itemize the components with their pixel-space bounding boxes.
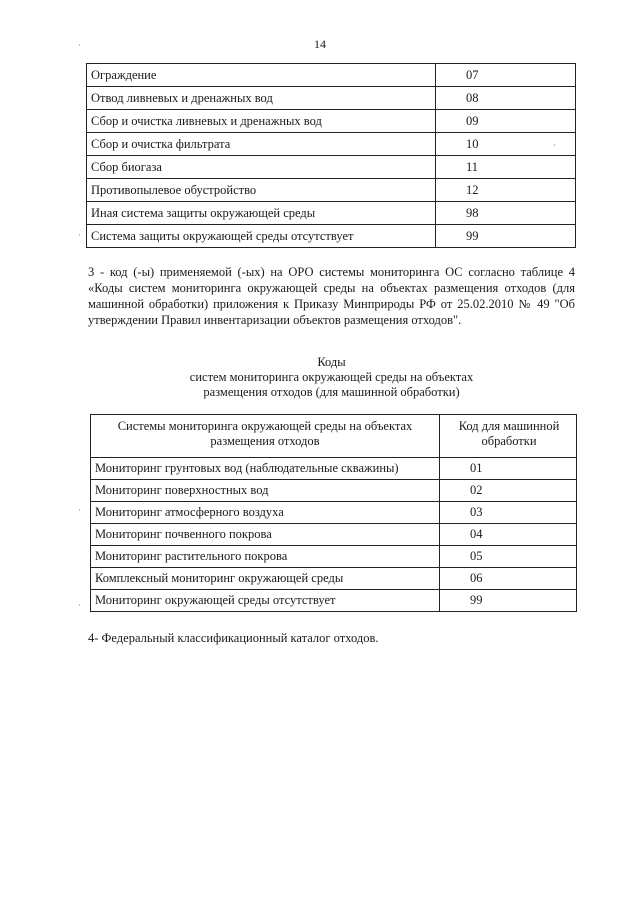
- system-name-cell: Система защиты окружающей среды отсутствует: [87, 225, 436, 248]
- code-cell: 99: [436, 225, 576, 248]
- system-name-cell: Сбор биогаза: [87, 156, 436, 179]
- code-cell: 03: [440, 502, 577, 524]
- table-row: [87, 87, 576, 110]
- monitoring-name-cell: Мониторинг растительного покрова: [91, 546, 440, 568]
- code-cell: 98: [436, 202, 576, 225]
- table-row: [87, 64, 576, 87]
- column-header-systems: Системы мониторинга окружающей среды на объектах размещения отходов: [91, 415, 440, 458]
- table-row: [91, 568, 577, 590]
- note-4-paragraph: 4- Федеральный классификационный каталог отходов.: [88, 631, 379, 645]
- system-name-cell: Иная система защиты окружающей среды: [87, 202, 436, 225]
- system-name-cell: Ограждение: [87, 64, 436, 87]
- monitoring-name-cell: Комплексный мониторинг окружающей среды: [91, 568, 440, 590]
- protection-systems-table: [86, 63, 576, 248]
- code-cell: 11: [436, 156, 576, 179]
- system-name-cell: Сбор и очистка ливневых и дренажных вод: [87, 110, 436, 133]
- page-number: 14: [314, 37, 326, 51]
- table-row: [87, 110, 576, 133]
- monitoring-name-cell: Мониторинг поверхностных вод: [91, 480, 440, 502]
- code-cell: 12: [436, 179, 576, 202]
- table-row: [87, 225, 576, 248]
- monitoring-name-cell: Мониторинг атмосферного воздуха: [91, 502, 440, 524]
- table-row: [91, 546, 577, 568]
- margin-mark: ·: [78, 505, 81, 515]
- system-name-cell: Противопылевое обустройство: [87, 179, 436, 202]
- table-title-line: размещения отходов (для машинной обработки): [203, 385, 460, 399]
- table-row: [87, 202, 576, 225]
- code-cell: 08: [436, 87, 576, 110]
- margin-mark: ·: [553, 140, 556, 150]
- table-row: [87, 156, 576, 179]
- table-title-line: Коды: [317, 355, 346, 369]
- table-row: [91, 524, 577, 546]
- code-cell: 04: [440, 524, 577, 546]
- system-name-cell: Сбор и очистка фильтрата: [87, 133, 436, 156]
- code-cell: 06: [440, 568, 577, 590]
- table-row: [91, 480, 577, 502]
- code-cell: 99: [440, 590, 577, 612]
- table-title-line: систем мониторинга окружающей среды на объектах: [189, 370, 474, 384]
- monitoring-name-cell: Мониторинг окружающей среды отсутствует: [91, 590, 440, 612]
- system-name-cell: Отвод ливневых и дренажных вод: [87, 87, 436, 110]
- code-cell: 10: [436, 133, 576, 156]
- code-cell: 01: [440, 458, 577, 480]
- table-row: [91, 458, 577, 480]
- code-cell: 07: [436, 64, 576, 87]
- table-row: [91, 590, 577, 612]
- margin-mark: ·: [78, 600, 81, 610]
- code-cell: 09: [436, 110, 576, 133]
- note-3-paragraph: 3 - код (-ы) применяемой (-ых) на ОРО системы мониторинга ОС согласно таблице 4 «Коды систем мониторинга окружающей среды на объектах размещения отходов (для машинной обработки) приложения к Приказу Минприроды РФ от 25.02.2010 № 49 "Об утверждении Правил инвентаризации объектов размещения отходов".: [88, 265, 575, 327]
- code-cell: 05: [440, 546, 577, 568]
- table-header-row: [91, 415, 577, 458]
- monitoring-name-cell: Мониторинг почвенного покрова: [91, 524, 440, 546]
- monitoring-systems-table: [90, 414, 577, 612]
- code-cell: 02: [440, 480, 577, 502]
- column-header-code: Код для машинной обработки: [440, 415, 577, 458]
- margin-mark: ·: [78, 230, 81, 240]
- monitoring-name-cell: Мониторинг грунтовых вод (наблюдательные скважины): [91, 458, 440, 480]
- table-row: [91, 502, 577, 524]
- margin-mark: ·: [78, 40, 81, 50]
- table-row: [87, 179, 576, 202]
- table-row: [87, 133, 576, 156]
